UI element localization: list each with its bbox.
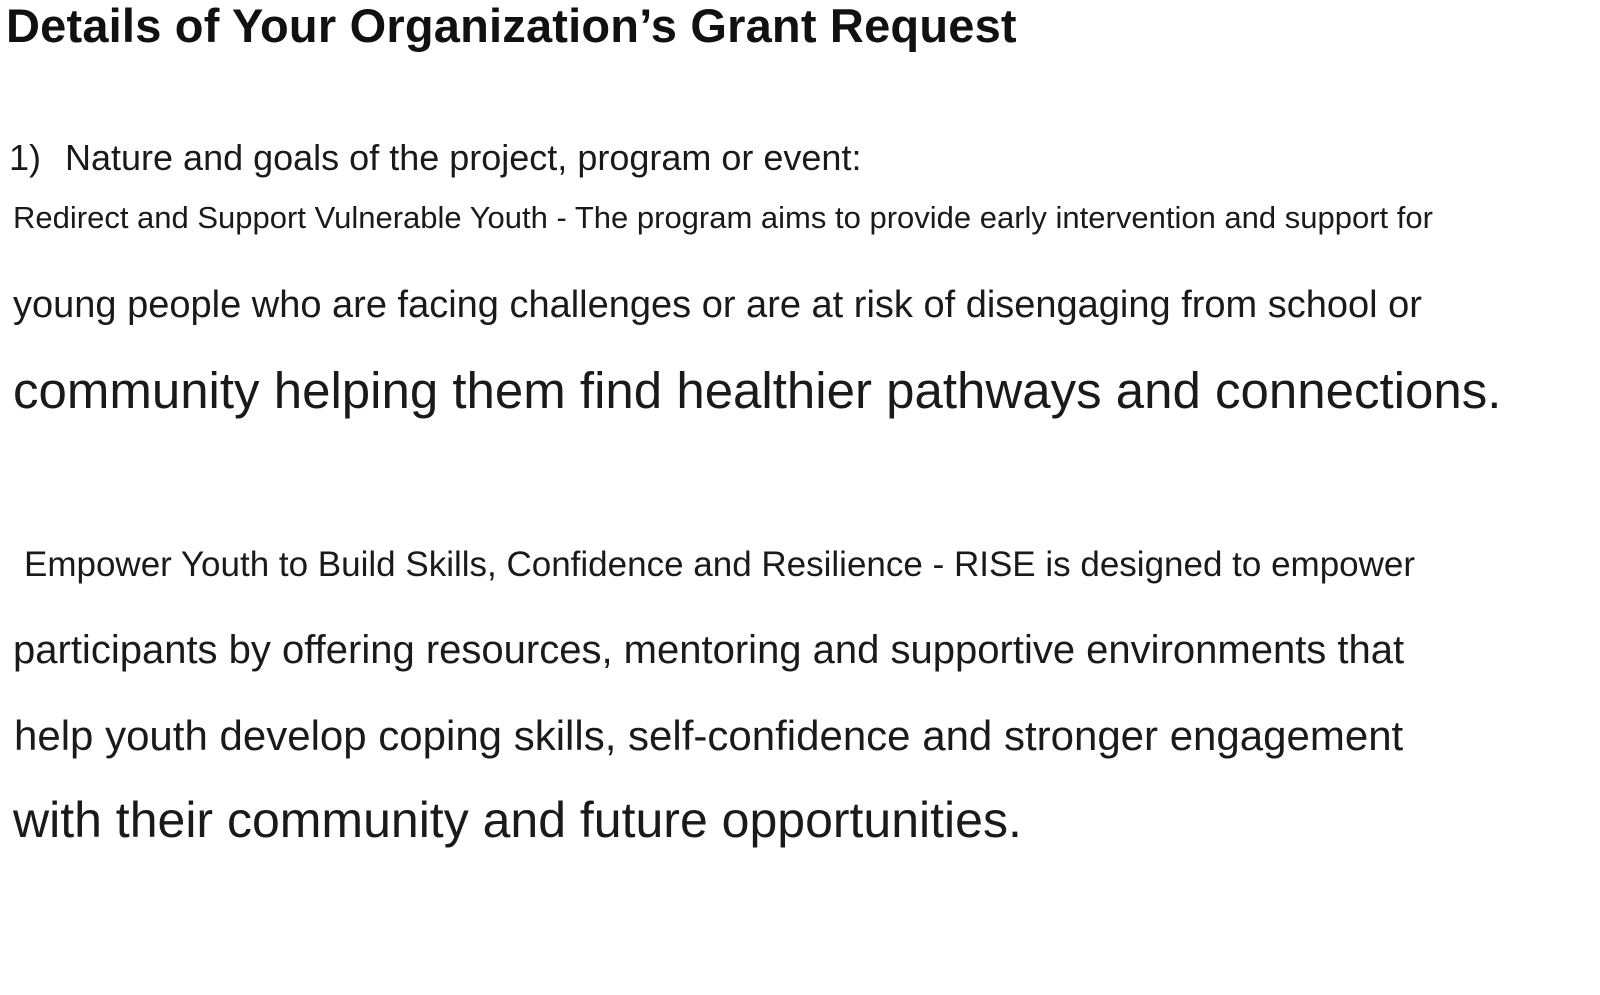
question-number: 1) — [9, 137, 42, 178]
answer-line: Redirect and Support Vulnerable Youth - The program aims to provide early intervention and support for — [13, 200, 1433, 235]
answer-line: with their community and future opportunities. — [13, 792, 1022, 848]
answer-line: help youth develop coping skills, self-confidence and stronger engagement — [14, 712, 1404, 759]
answer-line: young people who are facing challenges or are at risk of disengaging from school or — [13, 284, 1422, 326]
page-title: Details of Your Organization’s Grant Request — [6, 0, 1017, 52]
question-text: Nature and goals of the project, program or event: — [65, 137, 862, 178]
answer-line: participants by offering resources, mentoring and supportive environments that — [13, 628, 1405, 672]
answer-line: community helping them find healthier pathways and connections. — [13, 362, 1502, 419]
question-1 — [9, 137, 861, 179]
answer-line: Empower Youth to Build Skills, Confidence and Resilience - RISE is designed to empower — [24, 545, 1416, 584]
